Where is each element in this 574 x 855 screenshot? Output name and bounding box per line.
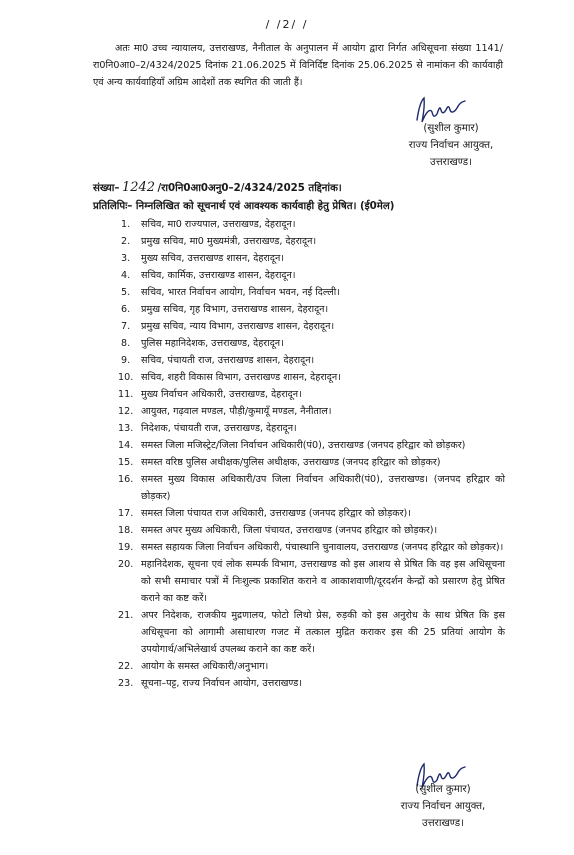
recipient-text: सचिव, भारत निर्वाचन आयोग, निर्वाचन भवन, नई दिल्ली।	[141, 287, 340, 298]
recipient-text: समस्त जिला मजिस्ट्रेट/जिला निर्वाचन अधिकारी(पं0), उत्तराखण्ड (जनपद हरिद्वार को छोड़कर)	[141, 440, 466, 451]
recipient-number: 1.	[121, 219, 131, 230]
recipient-item	[93, 607, 505, 658]
recipient-item	[93, 403, 505, 420]
recipient-number: 18.	[118, 525, 134, 536]
recipient-item	[93, 216, 505, 233]
recipient-item	[93, 420, 505, 437]
signature-block-2	[368, 781, 518, 832]
recipient-text: सचिव, पंचायती राज, उत्तराखण्ड शासन, देहरादून।	[141, 355, 315, 366]
signatory-name: (सुशील कुमार)	[423, 123, 479, 134]
recipient-number: 3.	[121, 253, 131, 264]
recipient-item	[93, 352, 505, 369]
recipient-item	[93, 522, 505, 539]
recipient-item	[93, 658, 505, 675]
order-paragraph	[93, 40, 503, 91]
recipient-number: 5.	[121, 287, 131, 298]
recipient-number: 23.	[118, 678, 134, 689]
recipient-number: 9.	[121, 355, 131, 366]
reference-suffix: /रा0नि0आ0अनु0–2/4324/2025 तद्दिनांक।	[157, 183, 342, 194]
recipient-text: मुख्य निर्वाचन अधिकारी, उत्तराखण्ड, देहरादून।	[141, 389, 302, 400]
recipient-item	[93, 301, 505, 318]
recipient-item	[93, 556, 505, 607]
recipient-item	[93, 369, 505, 386]
copy-to-line: प्रतिलिपिः– निम्नलिखित को सूचनार्थ एवं आवश्यक कार्यवाही हेतु प्रेषित। (ई0मेल)	[93, 201, 395, 212]
recipient-number: 11.	[118, 389, 134, 400]
recipient-item	[93, 233, 505, 250]
recipient-text: प्रमुख सचिव, गृह विभाग, उत्तराखण्ड शासन, देहरादून।	[141, 304, 329, 315]
recipient-number: 21.	[118, 610, 134, 621]
recipient-number: 19.	[118, 542, 134, 553]
recipient-text: सचिव, मा0 राज्यपाल, उत्तराखण्ड, देहरादून।	[141, 219, 296, 230]
recipient-text: पुलिस महानिदेशक, उत्तराखण्ड, देहरादून।	[141, 338, 284, 349]
recipient-item	[93, 318, 505, 335]
recipient-item	[93, 284, 505, 301]
signature-block-1	[376, 120, 526, 171]
recipient-item	[93, 386, 505, 403]
recipient-number: 13.	[118, 423, 134, 434]
recipient-number: 16.	[118, 474, 134, 485]
page-number: / /2/ /	[265, 18, 309, 31]
signatory-place: उत्तराखण्ड।	[422, 818, 464, 829]
recipient-number: 6.	[121, 304, 131, 315]
recipient-number: 12.	[118, 406, 134, 417]
recipient-item	[93, 471, 505, 505]
recipient-text: समस्त सहायक जिला निर्वाचन अधिकारी, पंचास्थानि चुनावालय, उत्तराखण्ड (जनपद हरिद्वार को छोड़कर)।	[141, 542, 504, 553]
recipient-text: आयुक्त, गढ़वाल मण्डल, पौड़ी/कुमायूँ मण्डल, नैनीताल।	[141, 406, 332, 417]
recipient-text: प्रमुख सचिव, मा0 मुख्यमंत्री, उत्तराखण्ड, देहरादून।	[141, 236, 317, 247]
recipient-text: सचिव, शहरी विकास विभाग, उत्तराखण्ड शासन, देहरादून।	[141, 372, 341, 383]
signatory-designation: राज्य निर्वाचन आयुक्त,	[408, 140, 494, 151]
recipient-item	[93, 505, 505, 522]
recipient-number: 2.	[121, 236, 131, 247]
recipient-text: अपर निदेशक, राजकीय मुद्रणालय, फोटो लिथो प्रेस, रुड़की को इस अनुरोध के साथ प्रेषित कि इस अधिसूचना को आगामी असाधारण गजट में तत्काल मुद्रित कराकर इस की 25 प्रतियां आयोग के उपयोगार्थ/अभिलेखार्थ उपलब्ध कराने का कष्ट करें।	[141, 610, 505, 655]
recipient-text: समस्त जिला पंचायत राज अधिकारी, उत्तराखण्ड (जनपद हरिद्वार को छोड़कर)।	[141, 508, 411, 519]
recipient-item	[93, 267, 505, 284]
reference-line	[93, 180, 342, 195]
order-paragraph-text: अतः मा0 उच्च न्यायालय, उत्तराखण्ड, नैनीताल के अनुपालन में आयोग द्वारा निर्गत अधिसूचना संख्या 1141/रा0नि0आ0–2/4324/2025 दिनांक 21.06.2025 में विनिर्दिष्ट दिनांक 25.06.2025 से नामांकन की कार्यवाही एवं अन्य कार्यवाहियॉं अग्रिम आदेशों तक स्थगित की जाती हैं।	[93, 43, 503, 88]
recipient-number: 8.	[121, 338, 131, 349]
recipient-text: सूचना–पट्ट, राज्य निर्वाचन आयोग, उत्तराखण्ड।	[141, 678, 302, 689]
recipient-number: 4.	[121, 270, 131, 281]
recipient-number: 14.	[118, 440, 134, 451]
signatory-designation: राज्य निर्वाचन आयुक्त,	[400, 801, 486, 812]
recipient-text: मुख्य सचिव, उत्तराखण्ड शासन, देहरादून।	[141, 253, 284, 264]
recipient-text: सचिव, कार्मिक, उत्तराखण्ड शासन, देहरादून।	[141, 270, 296, 281]
recipient-item	[93, 454, 505, 471]
recipient-number: 10.	[118, 372, 134, 383]
recipient-number: 7.	[121, 321, 131, 332]
recipient-item	[93, 539, 505, 556]
recipient-list	[93, 216, 505, 692]
recipient-text: आयोग के समस्त अधिकारी/अनुभाग।	[141, 661, 269, 672]
recipient-item	[93, 250, 505, 267]
recipient-item	[93, 675, 505, 692]
recipient-number: 22.	[118, 661, 134, 672]
recipient-text: प्रमुख सचिव, न्याय विभाग, उत्तराखण्ड शासन, देहरादून।	[141, 321, 335, 332]
recipient-text: निदेशक, पंचायती राज, उत्तराखण्ड, देहरादून।	[141, 423, 297, 434]
recipient-text: समस्त अपर मुख्य अधिकारी, जिला पंचायत, उत्तराखण्ड (जनपद हरिद्वार को छोड़कर)।	[141, 525, 438, 536]
handwritten-reference-number: 1242	[121, 180, 156, 195]
recipient-text: महानिदेशक, सूचना एवं लोक सम्पर्क विभाग, उत्तराखण्ड को इस आशय से प्रेषित कि वह इस अधिसूचना को सभी समाचार पत्रों में निःशुल्क प्रकाशित कराने व आकाशवाणी/दूरदर्शन केन्द्रों को प्रसारण हेतु प्रेषित कराने का कष्ट करें।	[141, 559, 505, 604]
signatory-name: (सुशील कुमार)	[415, 784, 471, 795]
recipient-item	[93, 437, 505, 454]
recipient-text: समस्त वरिष्ठ पुलिस अधीक्षक/पुलिस अधीक्षक, उत्तराखण्ड (जनपद हरिद्वार को छोड़कर)	[141, 457, 441, 468]
reference-prefix: संख्या–	[93, 183, 120, 194]
recipient-number: 20.	[118, 559, 134, 570]
recipient-text: समस्त मुख्य विकास अधिकारी/उप जिला निर्वाचन अधिकारी(पं0), उत्तराखण्ड। (जनपद हरिद्वार को छोड़कर)	[141, 474, 505, 502]
recipient-number: 15.	[118, 457, 134, 468]
recipient-item	[93, 335, 505, 352]
recipient-number: 17.	[118, 508, 134, 519]
signatory-place: उत्तराखण्ड।	[430, 157, 472, 168]
